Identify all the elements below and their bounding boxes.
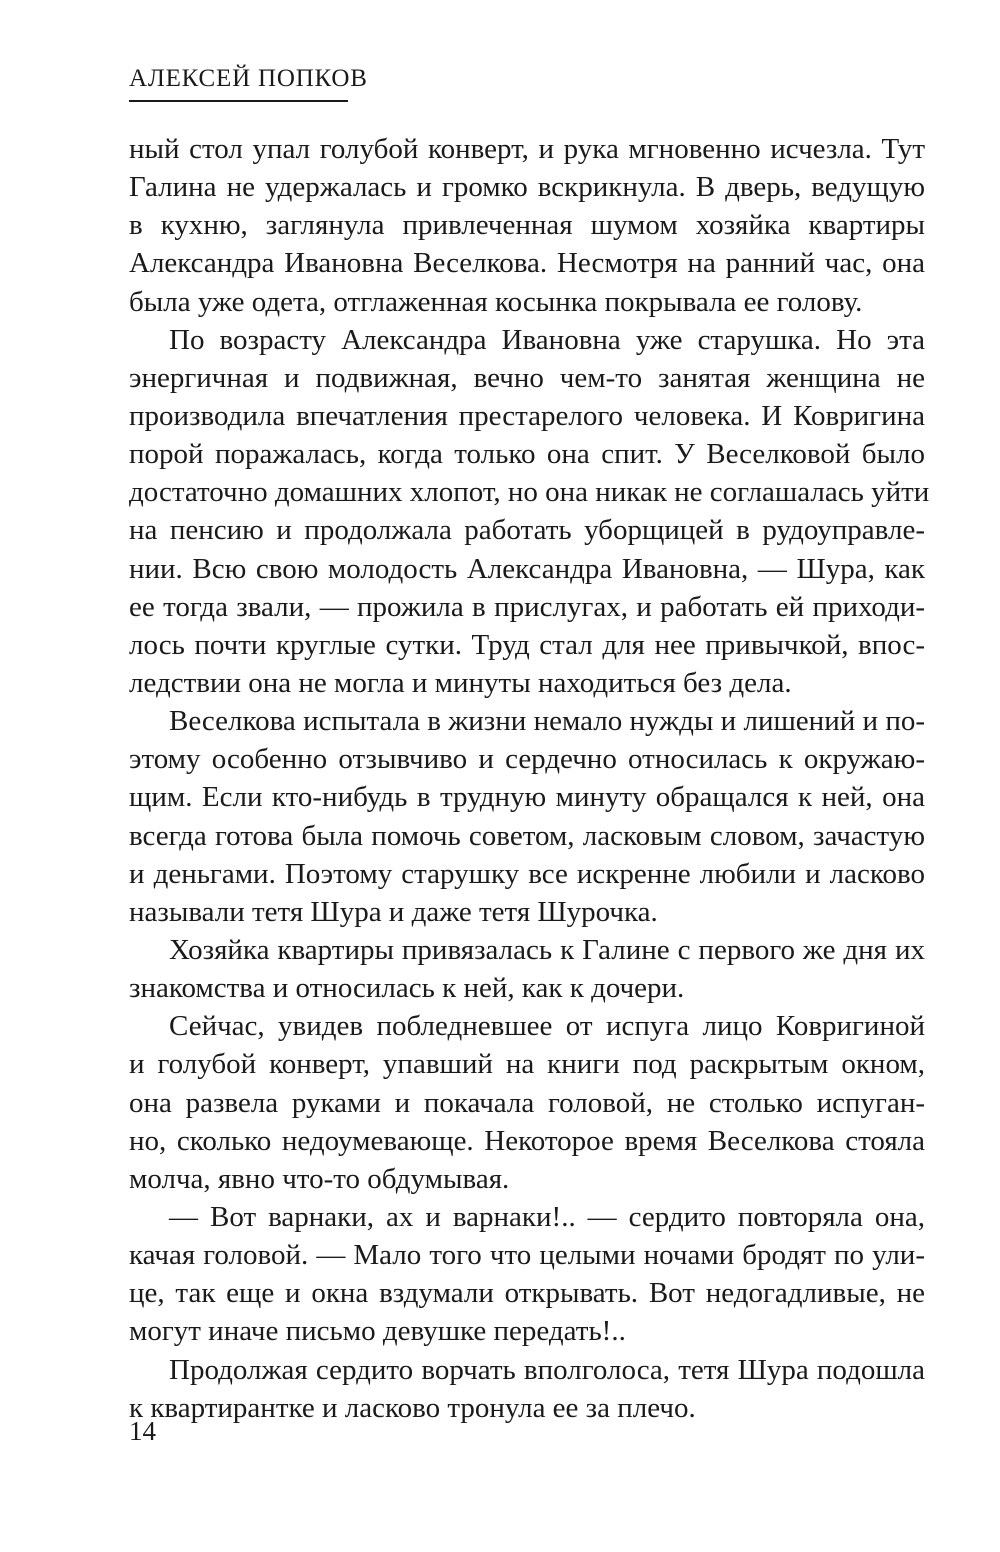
text-line: ее тогда звали, — прожила в прислугах, и работать ей приходи- — [129, 590, 925, 623]
running-head: АЛЕКСЕЙ ПОПКОВ — [129, 65, 368, 92]
text-line: энергичная и подвижная, вечно чем-то занятая женщина не — [129, 361, 925, 394]
text-line: на пенсию и продолжала работать уборщицей в рудоуправле- — [129, 514, 925, 547]
text-line: Продолжая сердито ворчать вполголоса, тетя Шура подошла — [169, 1353, 925, 1386]
text-line: лось почти круглые сутки. Труд стал для нее привычкой, впос- — [129, 628, 925, 661]
text-line: — Вот варнаки, ах и варнаки!.. — сердито повторяла она, — [169, 1200, 925, 1233]
text-line: достаточно домашних хлопот, но она никак не соглашалась уйти — [129, 476, 930, 509]
text-line: была уже одета, отглаженная косынка покрывала ее голову. — [129, 285, 863, 318]
text-line: Александра Ивановна Веселкова. Несмотря на ранний час, она — [129, 247, 925, 280]
text-line: ледствии она не могла и минуты находиться без дела. — [129, 666, 792, 699]
text-line: Сейчас, увидев побледневшее от испуга лицо Ковригиной — [169, 1010, 925, 1043]
text-line: качая головой. — Мало того что целыми ночами бродят по ули- — [129, 1239, 925, 1272]
text-line: к квартирантке и ласково тронула ее за плечо. — [129, 1391, 696, 1424]
paragraph — [129, 1198, 925, 1351]
body-text — [129, 130, 930, 1427]
text-line: могут иначе письмо девушке передать!.. — [129, 1315, 626, 1348]
text-line: ный стол упал голубой конверт, и рука мгновенно исчезла. Тут — [129, 133, 925, 165]
text-line: она развела руками и покачала головой, не столько испуган- — [129, 1086, 925, 1119]
text-line: знакомства и относилась к ней, как к дочери. — [129, 972, 685, 1005]
text-line: производила впечатления престарелого человека. И Ковригина — [129, 399, 925, 432]
text-line: молча, явно что-то обдумывая. — [129, 1162, 510, 1195]
text-line: и деньгами. Поэтому старушку все искренне любили и ласково — [129, 857, 925, 890]
text-line: Хозяйка квартиры привязалась к Галине с первого же дня их — [169, 933, 925, 966]
paragraph — [129, 1007, 925, 1198]
header-rule — [129, 100, 348, 102]
paragraph — [129, 321, 930, 702]
text-line: и голубой конверт, упавший на книги под раскрытым окном, — [129, 1048, 925, 1081]
text-line: Веселкова испытала в жизни немало нужды и лишений и по- — [169, 705, 925, 738]
text-line: Галина не удержалась и громко вскрикнула. В дверь, ведущую — [129, 171, 925, 204]
text-line: По возрасту Александра Ивановна уже старушка. Но эта — [169, 323, 925, 356]
paragraph — [129, 702, 925, 931]
text-line: этому особенно отзывчиво и сердечно относилась к окружаю- — [129, 743, 925, 776]
page-number: 14 — [129, 1416, 156, 1446]
text-line: но, сколько недоумевающе. Некоторое время Веселкова стояла — [129, 1124, 925, 1157]
text-line: всегда готова была помочь советом, ласковым словом, зачастую — [129, 819, 925, 852]
paragraph — [129, 931, 925, 1007]
text-line: порой поражалась, когда только она спит. У Веселковой было — [129, 438, 925, 471]
text-line: в кухню, заглянула привлеченная шумом хозяйка квартиры — [129, 209, 925, 242]
text-line: называли тетя Шура и даже тетя Шурочка. — [129, 895, 658, 928]
text-line: нии. Всю свою молодость Александра Ивановна, — Шура, как — [129, 552, 925, 585]
text-line: це, так еще и окна вздумали открывать. Вот недогадливые, не — [129, 1277, 925, 1310]
text-line: щим. Если кто-нибудь в трудную минуту обращался к ней, она — [129, 781, 925, 814]
paragraph — [129, 1351, 925, 1427]
paragraph — [129, 130, 925, 321]
